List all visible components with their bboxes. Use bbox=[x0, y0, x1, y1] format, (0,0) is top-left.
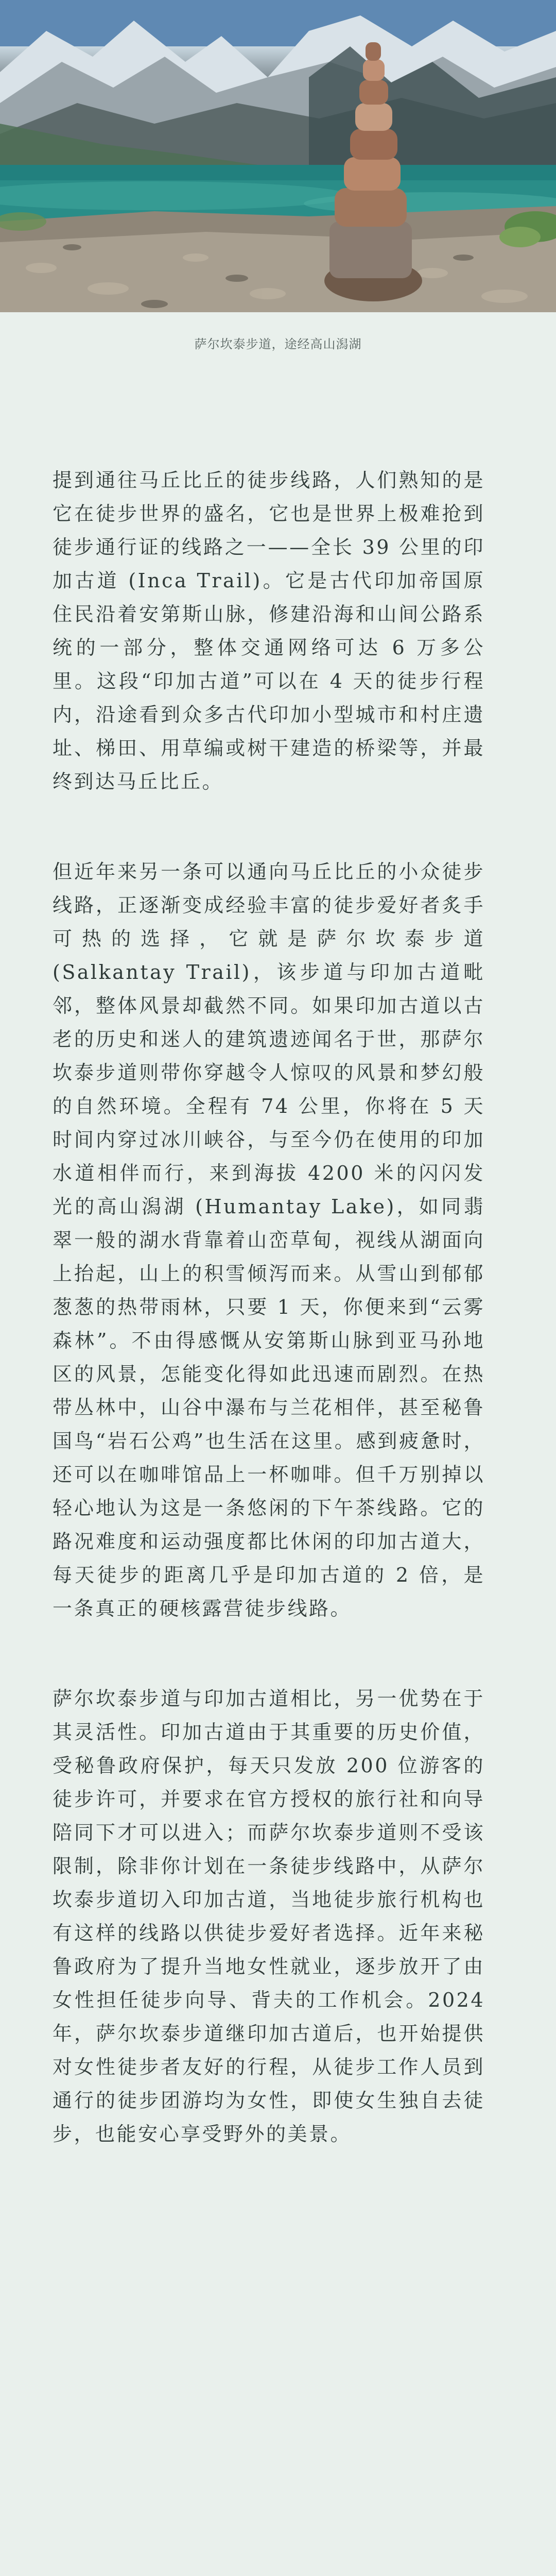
photo-caption: 萨尔坎泰步道，途经高山潟湖 bbox=[194, 337, 362, 351]
paragraph: 提到通往马丘比丘的徒步线路，人们熟知的是它在徒步世界的盛名，它也是世界上极难抢到徒步通行证的线路之一——全长 39 公里的印加古道 (Inca Trail)。它是古代印加帝国原住民沿着安第斯山脉，修建沿海和山间公路系统的一部分，整体交通网络可达 6 万多公里。这段“印加古道”可以在 4 天的徒步行程内，沿途看到众多古代印加小型城市和村庄遗址、梯田、用草编或树干建造的桥梁等，并最终到达马丘比丘。 bbox=[53, 469, 485, 793]
hero-photo bbox=[0, 0, 556, 312]
article-body bbox=[53, 464, 485, 2208]
mountain-lake-cairn-photo-icon bbox=[0, 0, 556, 312]
paragraph: 但近年来另一条可以通向马丘比丘的小众徒步线路，正逐渐变成经验丰富的徒步爱好者炙手可热的选择，它就是萨尔坎泰步道 (Salkantay Trail)，该步道与印加古道毗邻，整体风景却截然不同。如果印加古道以古老的历史和迷人的建筑遗迹闻名于世，那萨尔坎泰步道则带你穿越令人惊叹的风景和梦幻般的自然环境。全程有 74 公里，你将在 5 天时间内穿过冰川峡谷，与至今仍在使用的印加水道相伴而行，来到海拔 4200 米的闪闪发光的高山潟湖 (Humantay Lake)，如同翡翠一般的湖水背靠着山峦草甸，视线从湖面向上抬起，山上的积雪倾泻而来。从雪山到郁郁葱葱的热带雨林，只要 1 天，你便来到“云雾森林”。不由得感慨从安第斯山脉到亚马孙地区的风景，怎能变化得如此迅速而剧烈。在热带丛林中，山谷中瀑布与兰花相伴，甚至秘鲁国鸟“岩石公鸡”也生活在这里。感到疲惫时，还可以在咖啡馆品上一杯咖啡。但千万别掉以轻心地认为这是一条悠闲的下午茶线路。它的路况难度和运动强度都比休闲的印加古道大，每天徒步的距离几乎是印加古道的 2 倍，是一条真正的硬核露营徒步线路。 bbox=[53, 860, 485, 1620]
paragraph: 萨尔坎泰步道与印加古道相比，另一优势在于其灵活性。印加古道由于其重要的历史价值，受秘鲁政府保护，每天只发放 200 位游客的徒步许可，并要求在官方授权的旅行社和向导陪同下才可以进入；而萨尔坎泰步道则不受该限制，除非你计划在一条徒步线路中，从萨尔坎泰步道切入印加古道，当地徒步旅行机构也有这样的线路以供徒步爱好者选择。近年来秘鲁政府为了提升当地女性就业，逐步放开了由女性担任徒步向导、背夫的工作机会。2024 年，萨尔坎泰步道继印加古道后，也开始提供对女性徒步者友好的行程，从徒步工作人员到通行的徒步团游均为女性，即使女生独自去徒步，也能安心享受野外的美景。 bbox=[53, 1687, 485, 2145]
